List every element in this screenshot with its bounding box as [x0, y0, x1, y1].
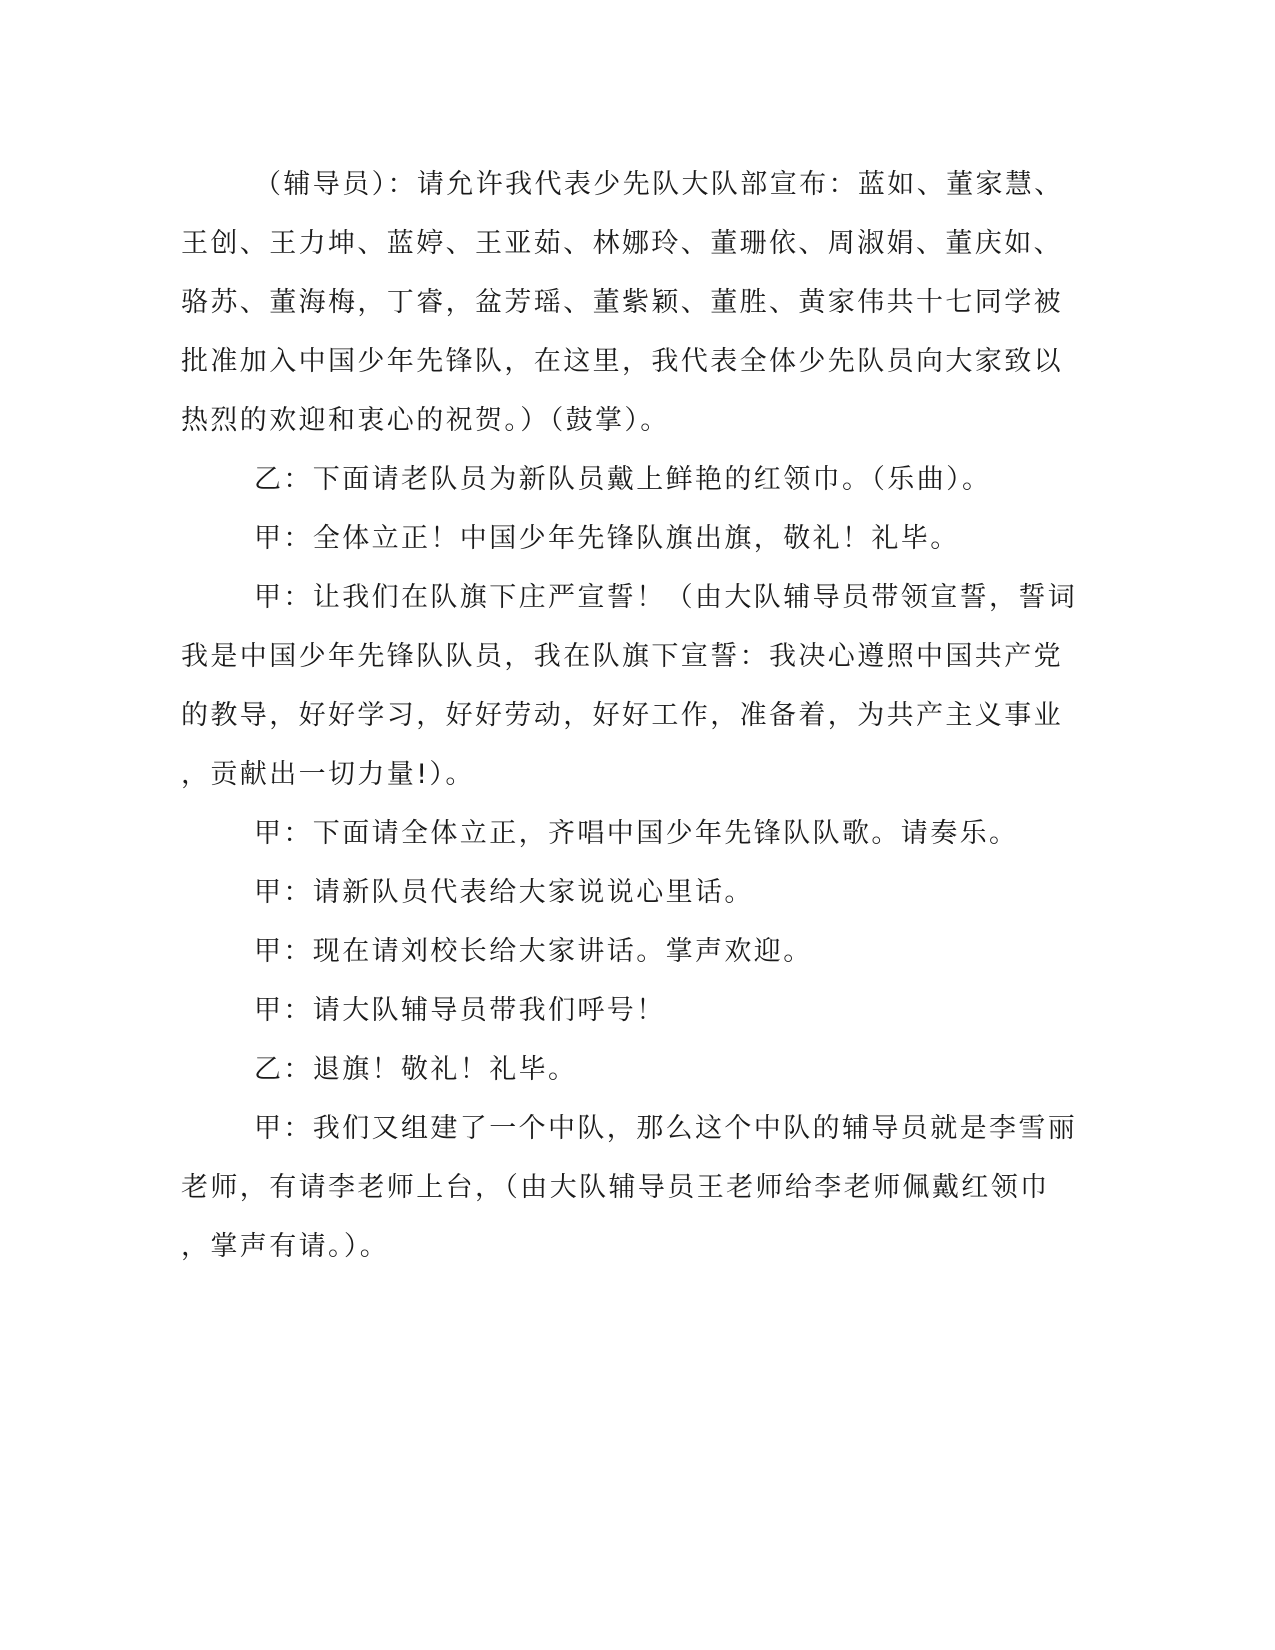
text-line: 乙：下面请老队员为新队员戴上鲜艳的红领巾。（乐曲）。	[254, 464, 992, 495]
text-line: 甲：现在请刘校长给大家讲话。掌声欢迎。	[254, 936, 813, 967]
text-line: 老师，有请李老师上台，（由大队辅导员王老师给李老师佩戴红领巾	[181, 1172, 1050, 1203]
text-line: 的教导，好好学习，好好劳动，好好工作，准备着，为共产主义事业	[181, 700, 1063, 731]
text-line: 我是中国少年先锋队队员，我在队旗下宣誓：我决心遵照中国共产党	[181, 641, 1063, 672]
text-line: 甲：下面请全体立正，齐唱中国少年先锋队队歌。请奏乐。	[254, 818, 1019, 849]
text-line: 热烈的欢迎和衷心的祝贺。）（鼓掌）。	[181, 405, 670, 436]
text-line: 甲：全体立正！中国少年先锋队旗出旗，敬礼！礼毕。	[254, 523, 960, 554]
document-body	[181, 155, 1078, 1276]
text-line: 骆苏、董海梅，丁睿，盆芳瑶、董紫颖、董胜、黄家伟共十七同学被	[181, 287, 1063, 318]
text-line: 甲：我们又组建了一个中队，那么这个中队的辅导员就是李雪丽	[254, 1113, 1078, 1144]
text-line: 批准加入中国少年先锋队，在这里，我代表全体少先队员向大家致以	[181, 346, 1063, 377]
text-line: 甲：请大队辅导员带我们呼号！	[254, 995, 666, 1026]
text-line: ，掌声有请。）。	[181, 1231, 390, 1262]
text-line: 乙：退旗！敬礼！礼毕。	[254, 1054, 578, 1085]
text-line: 甲：请新队员代表给大家说说心里话。	[254, 877, 754, 908]
text-line: 王创、王力坤、蓝婷、王亚茹、林娜玲、董珊依、周淑娟、董庆如、	[181, 228, 1063, 259]
text-line: ，贡献出一切力量!）。	[181, 759, 475, 790]
text-line: （辅导员）：请允许我代表少先队大队部宣布：蓝如、董家慧、	[254, 169, 1064, 200]
text-line: 甲：让我们在队旗下庄严宣誓！（由大队辅导员带领宣誓，誓词	[254, 582, 1078, 613]
